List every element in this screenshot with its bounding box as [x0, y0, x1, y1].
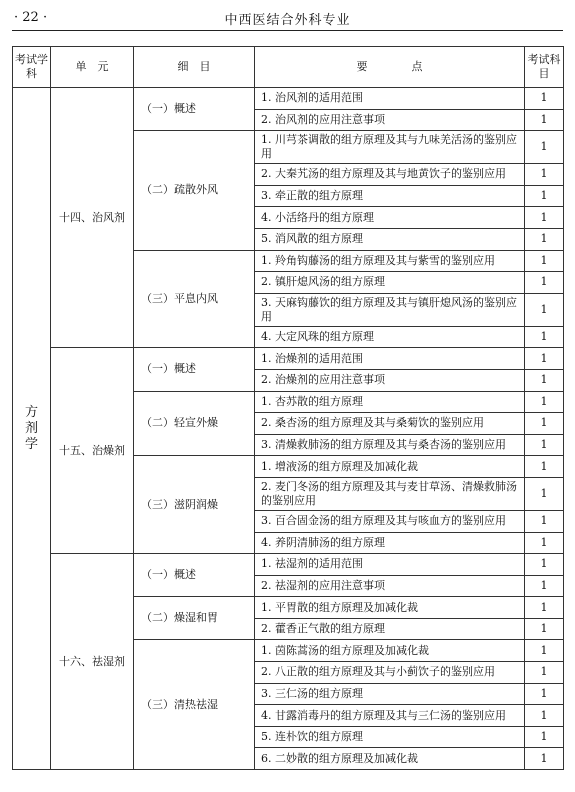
point-cell: 1. 增液汤的组方原理及加减化裁 — [255, 456, 525, 478]
level-cell: 1 — [525, 683, 564, 705]
level-cell: 1 — [525, 293, 564, 326]
col-header-detail: 细 目 — [134, 47, 255, 88]
table-header-row — [13, 47, 564, 88]
page-number: · 22 · — [14, 10, 48, 25]
level-cell: 1 — [525, 348, 564, 370]
unit-cell: 十五、治燥剂 — [51, 348, 134, 554]
point-cell: 5. 消风散的组方原理 — [255, 228, 525, 250]
detail-cell: （一）概述 — [134, 348, 255, 391]
detail-cell: （二）燥湿和胃 — [134, 597, 255, 640]
point-cell: 1. 治风剂的适用范围 — [255, 88, 525, 110]
point-cell: 2. 麦门冬汤的组方原理及其与麦甘草汤、清燥救肺汤的鉴别应用 — [255, 477, 525, 510]
detail-cell: （一）概述 — [134, 88, 255, 131]
point-cell: 4. 养阴清肺汤的组方原理 — [255, 532, 525, 554]
level-cell: 1 — [525, 391, 564, 413]
level-cell: 1 — [525, 726, 564, 748]
point-cell: 1. 羚角钩藤汤的组方原理及其与紫雪的鉴别应用 — [255, 250, 525, 272]
point-cell: 4. 甘露消毒丹的组方原理及其与三仁汤的鉴别应用 — [255, 705, 525, 727]
point-cell: 1. 茵陈蒿汤的组方原理及加减化裁 — [255, 640, 525, 662]
col-header-unit: 单 元 — [51, 47, 134, 88]
col-header-subject: 考试学科 — [13, 47, 51, 88]
table-row — [13, 348, 564, 370]
level-cell: 1 — [525, 131, 564, 164]
point-cell: 5. 连朴饮的组方原理 — [255, 726, 525, 748]
level-cell: 1 — [525, 705, 564, 727]
point-cell: 2. 大秦艽汤的组方原理及其与地黄饮子的鉴别应用 — [255, 164, 525, 186]
point-cell: 2. 藿香正气散的组方原理 — [255, 618, 525, 640]
col-header-points: 要 点 — [255, 47, 525, 88]
table-row — [13, 554, 564, 576]
point-cell: 3. 天麻钩藤饮的组方原理及其与镇肝熄风汤的鉴别应用 — [255, 293, 525, 326]
level-cell: 1 — [525, 369, 564, 391]
level-cell: 1 — [525, 662, 564, 684]
point-cell: 2. 桑杏汤的组方原理及其与桑菊饮的鉴别应用 — [255, 413, 525, 435]
subject-cell — [13, 88, 51, 770]
point-cell: 1. 杏苏散的组方原理 — [255, 391, 525, 413]
subject-label: 方剂学 — [24, 404, 38, 452]
detail-cell: （二）轻宣外燥 — [134, 391, 255, 456]
level-cell: 1 — [525, 597, 564, 619]
level-cell: 1 — [525, 272, 564, 294]
page-header — [0, 0, 575, 36]
table-row — [13, 88, 564, 110]
point-cell: 2. 治风剂的应用注意事项 — [255, 109, 525, 131]
point-cell: 2. 治燥剂的应用注意事项 — [255, 369, 525, 391]
detail-cell: （二）疏散外风 — [134, 131, 255, 250]
level-cell: 1 — [525, 207, 564, 229]
unit-cell: 十四、治风剂 — [51, 88, 134, 348]
point-cell: 2. 镇肝熄风汤的组方原理 — [255, 272, 525, 294]
detail-cell: （一）概述 — [134, 554, 255, 597]
header-rule — [12, 30, 563, 31]
level-cell: 1 — [525, 185, 564, 207]
level-cell: 1 — [525, 109, 564, 131]
detail-cell: （三）滋阴润燥 — [134, 456, 255, 554]
page-title: 中西医结合外科专业 — [224, 13, 351, 28]
level-cell: 1 — [525, 326, 564, 348]
point-cell: 1. 平胃散的组方原理及加减化裁 — [255, 597, 525, 619]
point-cell: 1. 祛湿剂的适用范围 — [255, 554, 525, 576]
level-cell: 1 — [525, 88, 564, 110]
point-cell: 3. 牵正散的组方原理 — [255, 185, 525, 207]
unit-cell: 十六、祛湿剂 — [51, 554, 134, 770]
level-cell: 1 — [525, 510, 564, 532]
point-cell: 2. 祛湿剂的应用注意事项 — [255, 575, 525, 597]
level-cell: 1 — [525, 477, 564, 510]
point-cell: 3. 清燥救肺汤的组方原理及其与桑杏汤的鉴别应用 — [255, 434, 525, 456]
point-cell: 4. 小活络丹的组方原理 — [255, 207, 525, 229]
syllabus-table — [12, 46, 564, 770]
level-cell: 1 — [525, 434, 564, 456]
point-cell: 3. 百合固金汤的组方原理及其与咳血方的鉴别应用 — [255, 510, 525, 532]
level-cell: 1 — [525, 575, 564, 597]
level-cell: 1 — [525, 456, 564, 478]
level-cell: 1 — [525, 413, 564, 435]
col-header-level: 考试科目 — [525, 47, 564, 88]
point-cell: 2. 八正散的组方原理及其与小蓟饮子的鉴别应用 — [255, 662, 525, 684]
level-cell: 1 — [525, 250, 564, 272]
point-cell: 6. 二妙散的组方原理及加减化裁 — [255, 748, 525, 770]
level-cell: 1 — [525, 618, 564, 640]
point-cell: 1. 川芎茶调散的组方原理及其与九味羌活汤的鉴别应用 — [255, 131, 525, 164]
level-cell: 1 — [525, 554, 564, 576]
detail-cell: （三）平息内风 — [134, 250, 255, 348]
point-cell: 4. 大定风珠的组方原理 — [255, 326, 525, 348]
level-cell: 1 — [525, 164, 564, 186]
level-cell: 1 — [525, 640, 564, 662]
table-body — [13, 88, 564, 770]
level-cell: 1 — [525, 228, 564, 250]
point-cell: 1. 治燥剂的适用范围 — [255, 348, 525, 370]
level-cell: 1 — [525, 748, 564, 770]
level-cell: 1 — [525, 532, 564, 554]
point-cell: 3. 三仁汤的组方原理 — [255, 683, 525, 705]
detail-cell: （三）清热祛湿 — [134, 640, 255, 770]
